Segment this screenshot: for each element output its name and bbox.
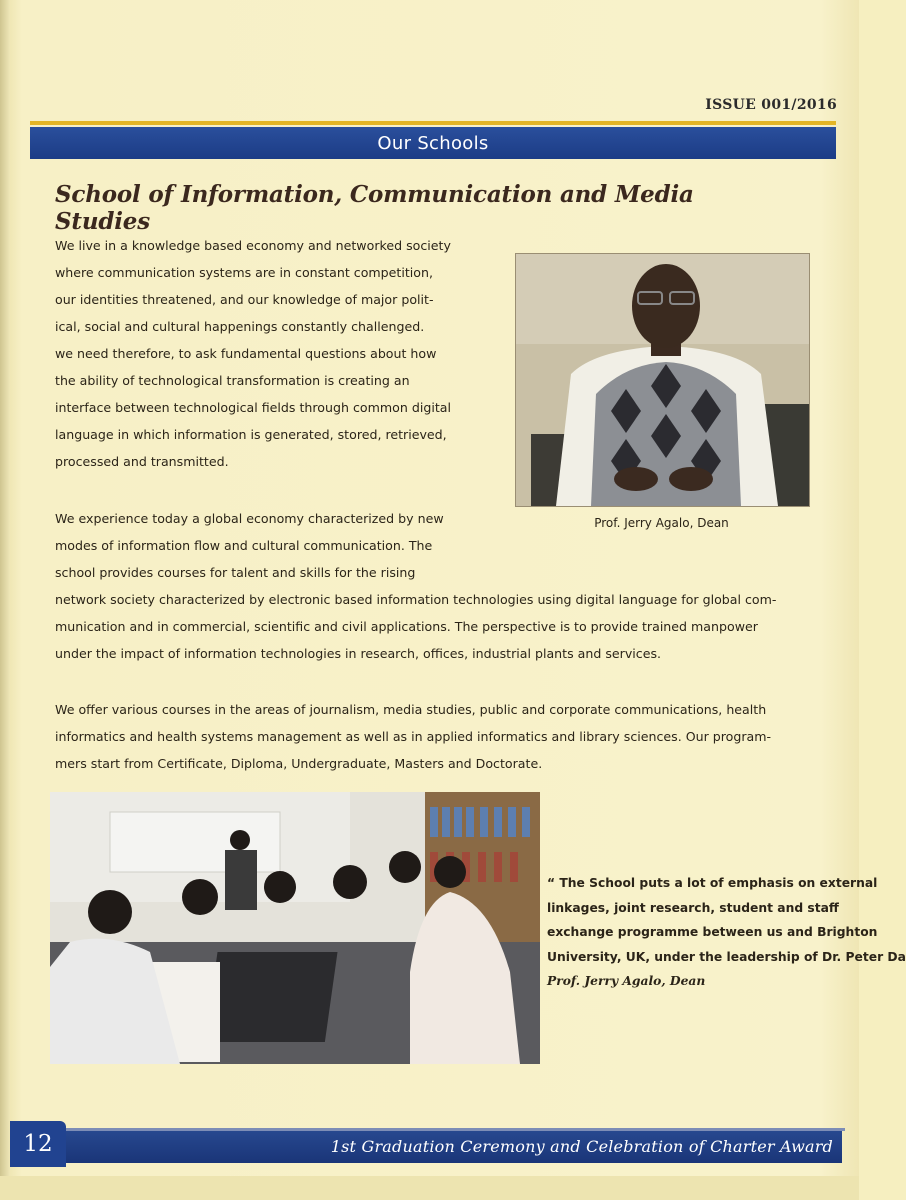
text-line: interface between technological fields through common digital (55, 400, 451, 415)
text-line: modes of information flow and cultural communication. The (55, 538, 433, 553)
issue-number: ISSUE 001/2016 (705, 97, 837, 113)
dean-photo (515, 253, 810, 507)
page-number: 12 (10, 1121, 66, 1167)
section-header-label: Our Schools (377, 132, 489, 154)
paragraph-intro (55, 232, 495, 475)
text-line: We experience today a global economy characterized by new (55, 511, 444, 526)
text-line: We live in a knowledge based economy and networked society (55, 238, 451, 253)
text-line: under the impact of information technologies in research, offices, industrial plants and services. (55, 646, 662, 661)
paragraph-courses (55, 696, 820, 777)
quote-line: University, UK, under the leadership of Dr. Peter Da (547, 949, 906, 964)
text-line: language in which information is generated, stored, retrieved, (55, 427, 447, 442)
dean-quote (547, 871, 906, 994)
dean-photo-caption: Prof. Jerry Agalo, Dean (594, 516, 729, 530)
binding-spine (0, 0, 10, 1200)
text-line: processed and transmitted. (55, 454, 229, 469)
text-line: ical, social and cultural happenings constantly challenged. (55, 319, 425, 334)
text-line: network society characterized by electronic based information technologies using digital language for global com- (55, 592, 777, 607)
text-line: munication and in commercial, scientific and civil applications. The perspective is to provide trained manpower (55, 619, 758, 634)
classroom-photo-illustration (50, 792, 540, 1064)
quote-line: “ The School puts a lot of emphasis on external (547, 876, 878, 890)
text-line: informatics and health systems management as well as in applied informatics and library sciences. Our program- (55, 729, 772, 744)
text-line: the ability of technological transformation is creating an (55, 373, 410, 388)
text-line: We offer various courses in the areas of journalism, media studies, public and corporate communications, health (55, 702, 767, 717)
text-line: mers start from Certificate, Diploma, Undergraduate, Masters and Doctorate. (55, 756, 543, 771)
text-line: school provides courses for talent and skills for the rising (55, 565, 416, 580)
quote-author: Prof. Jerry Agalo, Dean (547, 973, 706, 988)
text-line: our identities threatened, and our knowledge of major polit- (55, 292, 434, 307)
dean-photo-illustration (516, 254, 809, 506)
footer-title: 1st Graduation Ceremony and Celebration of Charter Award (330, 1137, 833, 1156)
text-line: where communication systems are in constant competition, (55, 265, 433, 280)
school-title: School of Information, Communication and Media Studies (55, 181, 694, 235)
text-line: we need therefore, to ask fundamental questions about how (55, 346, 437, 361)
quote-line: linkages, joint research, student and staff (547, 900, 839, 915)
classroom-photo (50, 792, 540, 1064)
paragraph-economy (55, 505, 815, 667)
page-bottom-strip (0, 1176, 859, 1200)
quote-line: exchange programme between us and Brighton (547, 925, 878, 939)
header-gold-rule (30, 121, 836, 125)
section-header (30, 127, 836, 159)
